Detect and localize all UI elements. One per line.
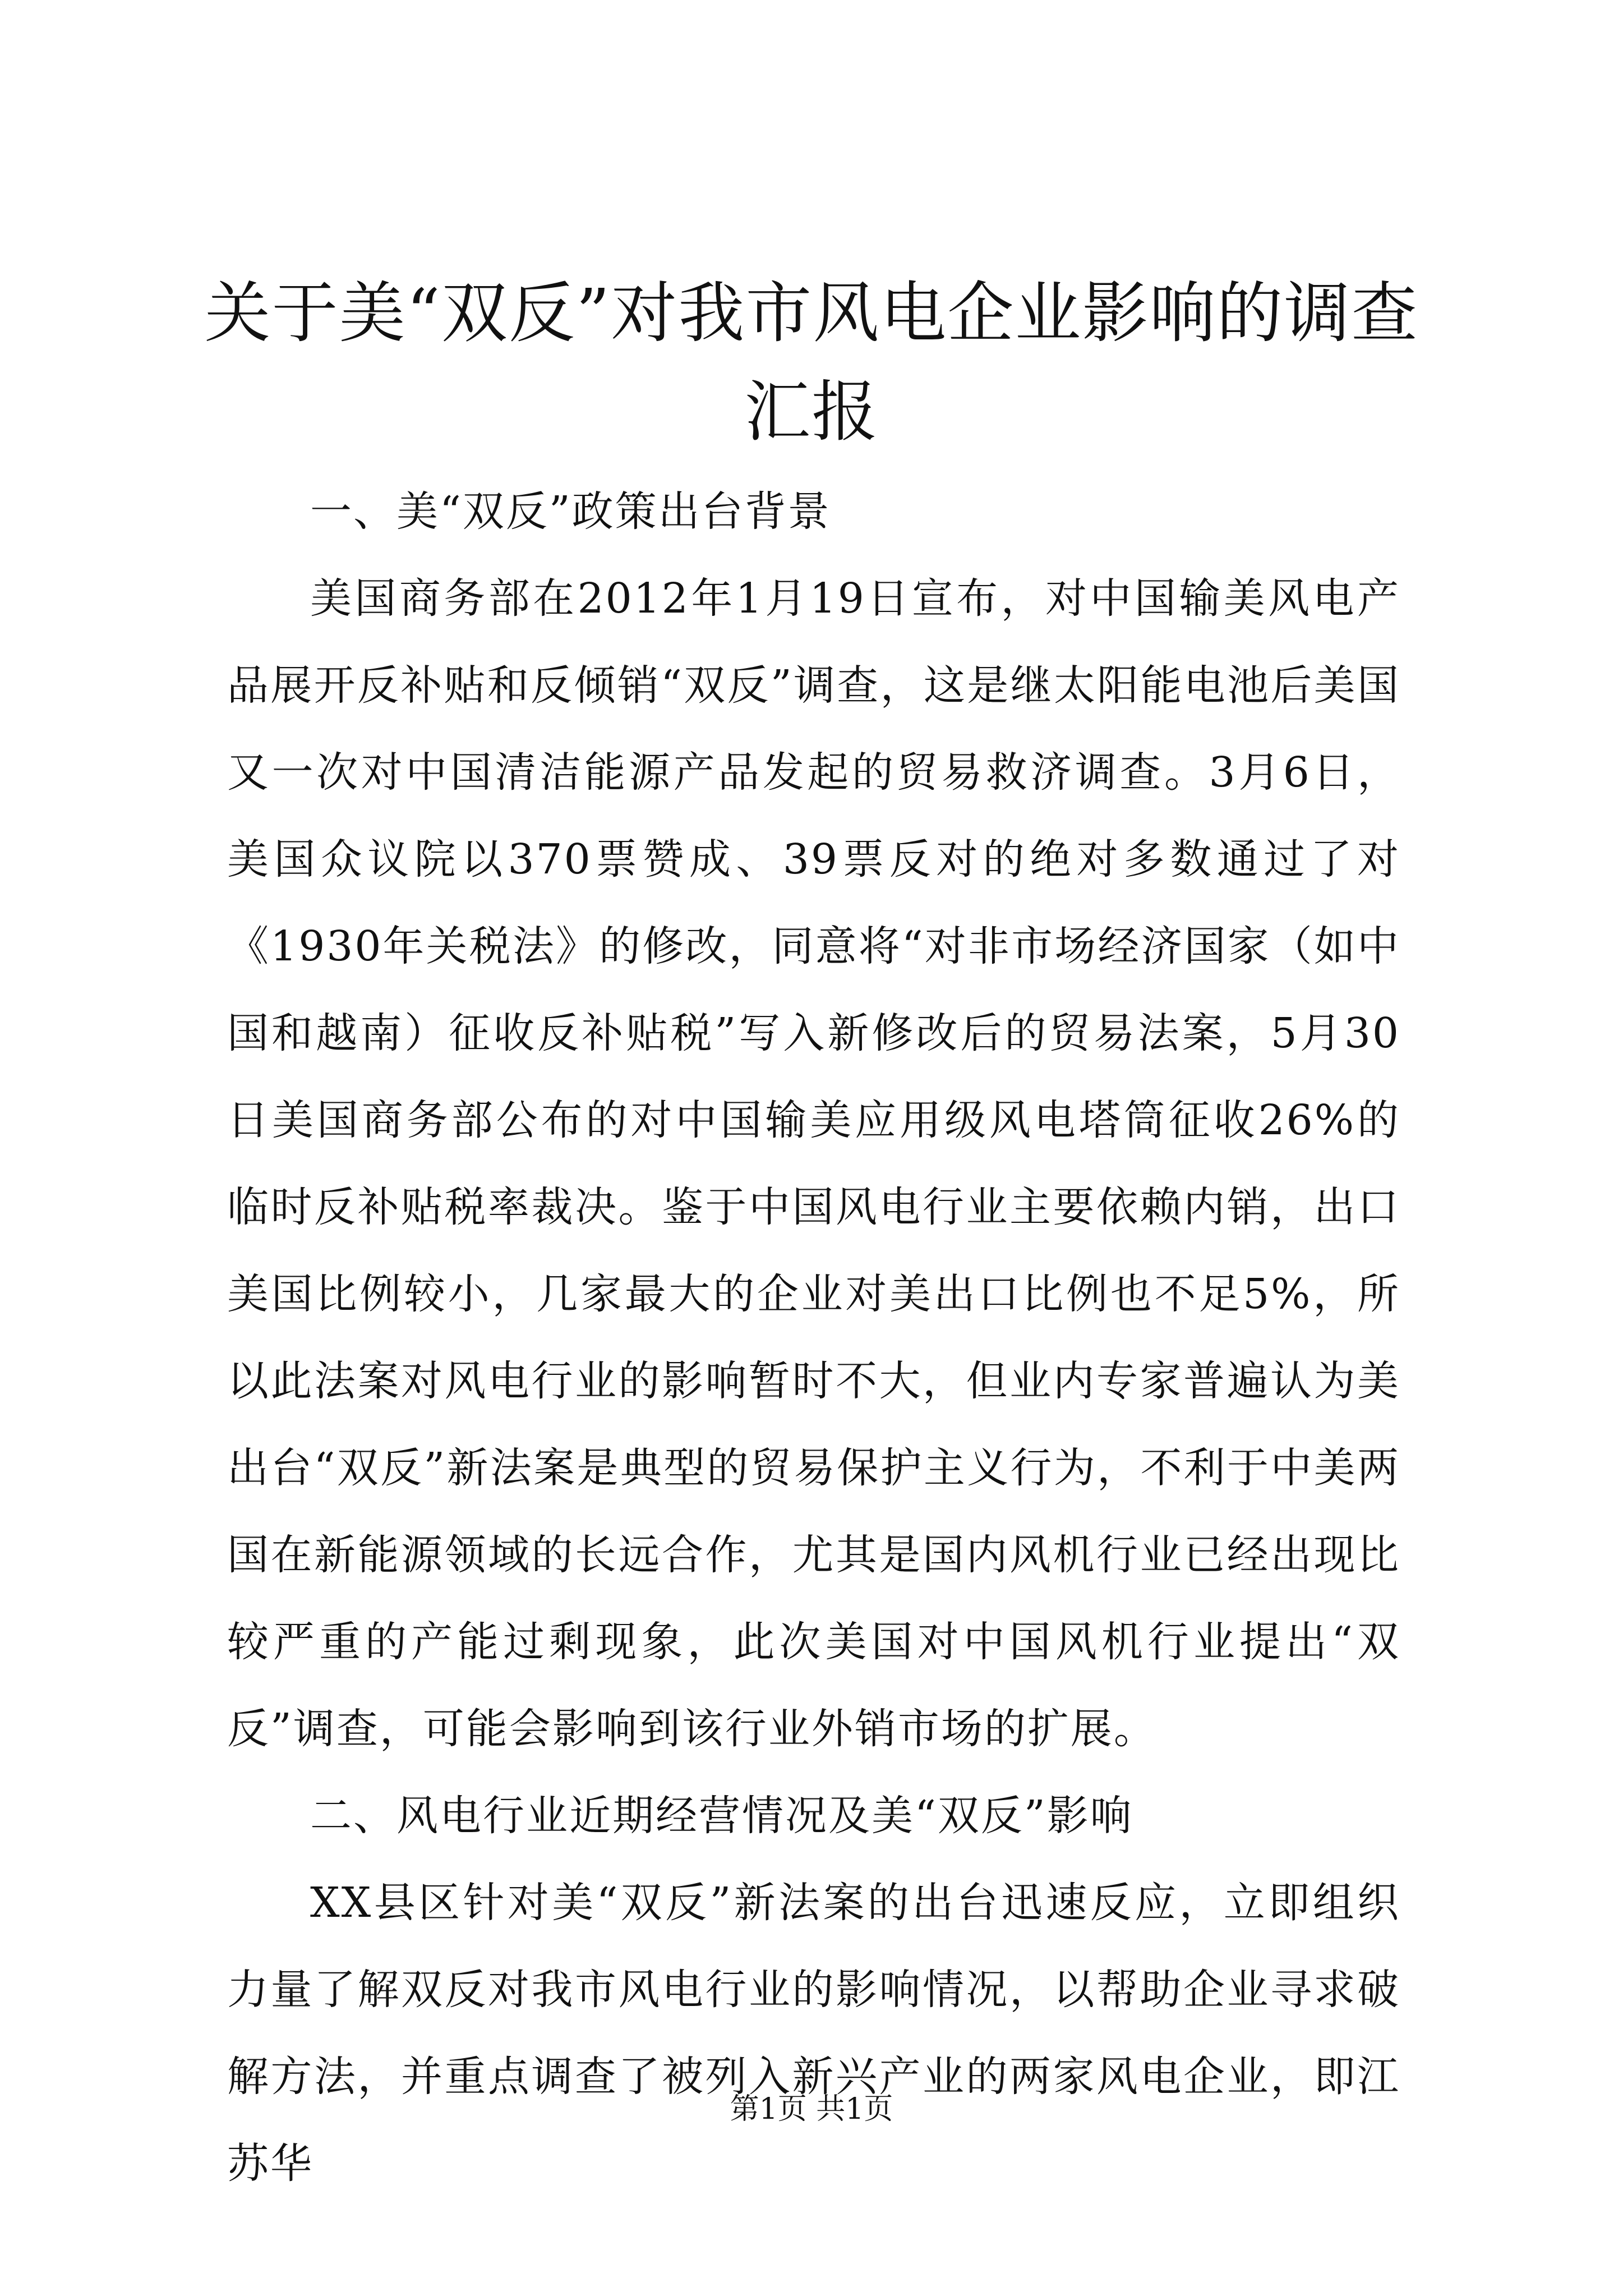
section-heading-impact: 二、风电行业近期经营情况及美“双反”影响: [310, 1792, 1133, 1840]
document-title: 关于美“双反”对我市风电企业影响的调查汇报: [204, 274, 1419, 450]
section-heading-background: 一、美“双反”政策出台背景: [310, 487, 831, 536]
paragraph-background: 美国商务部在2012年1月19日宣布，对中国输美风电产品展开反补贴和反倾销“双反”调查，这是继太阳能电池后美国又一次对中国清洁能源产品发起的贸易救济调查。3月6日，美国众议院以370票赞成、39票反对的绝对多数通过了对《1930年关税法》的修改，同意将“对非市场经济国家（如中国和越南）征收反补贴税”写入新修改后的贸易法案，5月30日美国商务部公布的对中国输美应用级风电塔筒征收26%的临时反补贴税率裁决。鉴于中国风电行业主要依赖内销，出口美国比例较小，几家最大的企业对美出口比例也不足5%，所以此法案对风电行业的影响暂时不大，但业内专家普遍认为美出台“双反”新法案是典型的贸易保护主义行为，不利于中美两国在新能源领域的长远合作，尤其是国内风机行业已经出现比较严重的产能过剩现象，此次美国对中国风机行业提出“双反”调查，可能会影响到该行业外销市场的扩展。: [227, 574, 1400, 1753]
page-number-footer: 第1页 共1页: [730, 2092, 893, 2126]
document-body: [227, 468, 1400, 2207]
paragraph-impact: XX县区针对美“双反”新法案的出台迅速反应，立即组织力量了解双反对我市风电行业的影响情况，以帮助企业寻求破解方法，并重点调查了被列入新兴产业的两家风电企业，即江苏华: [227, 1879, 1400, 2188]
